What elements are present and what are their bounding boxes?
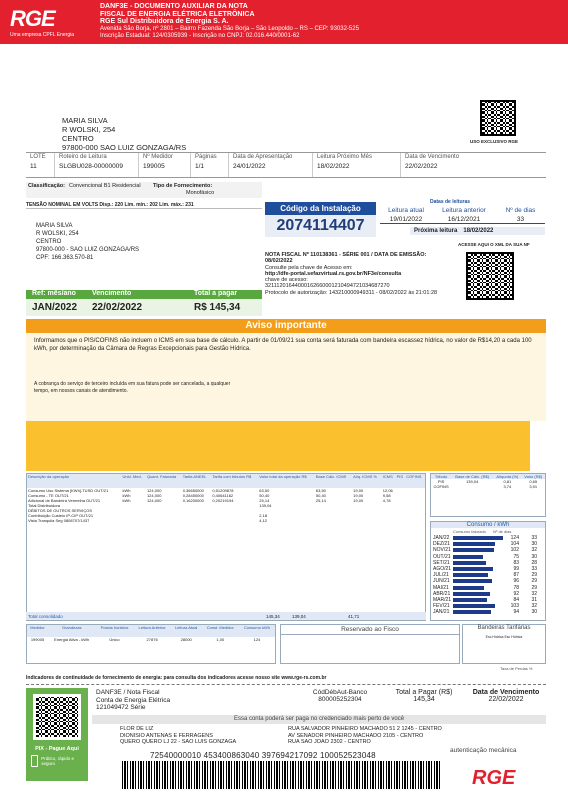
table-cell: 124,000 bbox=[146, 498, 162, 503]
continuity-text: Indicadores de continuidade de fornecimento de energia: para consulta dos indicadores acesse nosso site www.rge-rs.com.br bbox=[26, 675, 327, 681]
flags-box bbox=[462, 624, 546, 664]
consumption-bar bbox=[453, 561, 486, 565]
table-cell bbox=[146, 518, 182, 523]
agent-address: RUA SALVADOR PINHEIRO MACHADO 51 2 1245 - CENTRO bbox=[288, 726, 442, 732]
qr-code-icon bbox=[480, 100, 516, 136]
table-cell: 0,36650000 bbox=[182, 488, 204, 493]
customer-street: R WOLSKI, 254 bbox=[62, 125, 116, 134]
table-cell: 19,00 bbox=[353, 493, 364, 498]
notice-box bbox=[26, 333, 546, 421]
holder-district: CENTRO bbox=[36, 239, 62, 245]
info-label: Nº Medidor bbox=[143, 154, 173, 160]
pay-notice: Essa conta poderá ser paga no credenciado mais perto de você bbox=[92, 715, 546, 724]
kwh-value: 99 bbox=[513, 566, 519, 573]
items-header-cell: Alíq. ICMS % bbox=[353, 474, 377, 479]
consumption-bar bbox=[453, 604, 495, 608]
reading-days-value: 33 bbox=[516, 216, 525, 223]
logo-subtitle: Uma empresa CPFL Energia bbox=[10, 32, 75, 38]
info-cell bbox=[54, 153, 138, 177]
days-value: 32 bbox=[531, 603, 537, 610]
payment-header bbox=[26, 290, 262, 299]
meter-header-cell: Leitura Anterior bbox=[138, 625, 166, 630]
table-cell: 19,00 bbox=[353, 498, 364, 503]
table-cell: kWh bbox=[122, 493, 131, 498]
consumption-bar bbox=[453, 610, 491, 614]
info-cell bbox=[190, 153, 228, 177]
pix-info bbox=[31, 755, 83, 767]
nota-fiscal-info bbox=[265, 252, 460, 296]
ref-value: JAN/2022 bbox=[32, 302, 78, 313]
days-value: 33 bbox=[531, 566, 537, 573]
table-cell: 3,91 bbox=[529, 484, 538, 489]
tributes-header-cell: Valor (R$) bbox=[524, 474, 543, 479]
meter-header-cell: Const. Medidor bbox=[206, 625, 234, 630]
holder-street: R WOLSKI, 254 bbox=[36, 231, 79, 237]
info-value: 1/1 bbox=[195, 163, 205, 170]
table-cell: 63,50 bbox=[259, 488, 270, 493]
footer-serie: 121049472 Série bbox=[96, 704, 146, 711]
items-header-cell: COFINS bbox=[406, 474, 422, 479]
footer-due bbox=[466, 689, 546, 703]
list-item bbox=[120, 739, 520, 746]
table-cell: 63,50 bbox=[315, 488, 326, 493]
xml-qr-caption: ACESSE AQUI O XML DA SUA NF bbox=[458, 242, 530, 247]
reading-current-value: 19/01/2022 bbox=[389, 216, 423, 223]
consumption-list bbox=[431, 535, 545, 615]
payment-values bbox=[26, 299, 262, 316]
bar-track bbox=[453, 592, 505, 596]
consumption-headers bbox=[431, 528, 545, 535]
consumption-bar bbox=[453, 592, 490, 596]
table-cell bbox=[315, 518, 352, 523]
table-cell: 0,65 bbox=[529, 479, 538, 484]
items-header-cell: Base Cálc. ICMS bbox=[315, 474, 347, 479]
pix-panel bbox=[26, 688, 88, 781]
holder-cpf: CPF: 166.363.570-81 bbox=[36, 255, 94, 261]
next-reading bbox=[410, 227, 545, 235]
info-label: Data de Vencimento bbox=[405, 154, 460, 160]
table-cell: 9,58 bbox=[382, 493, 391, 498]
tributes-header-cell: Tributo bbox=[434, 474, 448, 479]
class-label: Classificação: bbox=[28, 183, 65, 189]
total-icms-base: 139,04 bbox=[292, 613, 306, 619]
reading-previous-value: 16/12/2021 bbox=[447, 216, 481, 223]
table-cell: DÉBITOS DE OUTROS SERVIÇOS bbox=[28, 508, 93, 513]
table-cell: 27876 bbox=[146, 637, 158, 642]
table-cell: 0,28450000 bbox=[182, 493, 204, 498]
table-cell bbox=[451, 484, 493, 489]
notice-title: Aviso importante bbox=[26, 319, 546, 333]
meter-header-cell: Leitura Atual bbox=[175, 625, 198, 630]
reading-days-label: Nº de dias bbox=[505, 207, 536, 214]
table-cell: kWh bbox=[122, 498, 131, 503]
nota-protocol: Protocolo de autorização: 143210000949311 - 08/02/2022 às 21:01:28 bbox=[265, 289, 438, 296]
notice-text-1: Informamos que o PIS/COFINS não incluem o ICMS em sua base de cálculo. A partir de 01/09/21 sua conta será faturada com bandeira escassez hídrica, no valor de R$14,20 a cada 100 kWh, por determinação da Câmara de Regras Excepcionais para Gestão Hídrica. bbox=[34, 338, 532, 352]
items-header-cell: Quant. Faturada bbox=[146, 474, 177, 479]
title-line-1: DANF3E - DOCUMENTO AUXILIAR DA NOTA bbox=[100, 3, 248, 10]
meter-header-cell: Postos horários bbox=[100, 625, 129, 630]
table-cell: COFINS bbox=[433, 484, 449, 489]
holder-info bbox=[36, 222, 139, 262]
nota-number: NOTA FISCAL Nº 110138361 - SÉRIE 001 / DATA DE EMISSÃO: bbox=[265, 252, 427, 258]
items-header-cell: Valor total da operação R$ bbox=[259, 474, 307, 479]
table-cell: 25,14 bbox=[315, 498, 326, 503]
company-address: Avenida São Borja, nº 2801 – Bairro Fazenda São Borja – São Leopoldo – RS – CEP: 93032-525 bbox=[100, 25, 359, 32]
info-label: Data de Apresentação bbox=[233, 154, 293, 160]
footer-danf bbox=[96, 689, 170, 712]
table-cell: 50,40 bbox=[315, 493, 326, 498]
readings-headers bbox=[380, 207, 545, 214]
table-cell: Vista Tranquila Seg 0808707/1437 bbox=[28, 518, 90, 523]
kwh-value: 75 bbox=[513, 553, 519, 560]
meter-header-cell: Grandezas bbox=[61, 625, 82, 630]
table-cell: 124,000 bbox=[146, 493, 162, 498]
table-cell: Consumo Uso Sistema [KWh]-TUSD OUT/21 bbox=[28, 488, 109, 493]
nota-consult-label: Consulte pela chave de Acesso em: bbox=[265, 264, 353, 271]
next-reading-value: 18/02/2022 bbox=[463, 228, 494, 234]
agent-address: RUA SAO JOAO 2302 - CENTRO bbox=[288, 739, 371, 745]
consumption-bar bbox=[453, 579, 492, 583]
month-label: NOV/21 bbox=[433, 547, 451, 554]
consumption-col-days: Nº de dias bbox=[493, 529, 512, 534]
table-cell: 1,00 bbox=[216, 637, 225, 642]
billing-info-row bbox=[26, 152, 546, 178]
kwh-value: 78 bbox=[513, 584, 519, 591]
table-cell: 199005 bbox=[30, 637, 45, 642]
month-label: JAN/21 bbox=[433, 609, 450, 616]
items-header-cell: Descrição da operação bbox=[28, 474, 70, 479]
class-value: Convencional B1 Residencial bbox=[69, 183, 141, 189]
tributes-header-cell: Alíquota (%) bbox=[496, 474, 519, 479]
table-cell: Contribuição Custeio IP-CIP OUT/21 bbox=[28, 513, 94, 518]
customer-district: CENTRO bbox=[62, 134, 94, 143]
customer-name: MARIA SILVA bbox=[62, 116, 108, 125]
installation-code: 2074114407 bbox=[265, 215, 376, 237]
consumption-bar bbox=[453, 598, 487, 602]
table-cell: 0,16200000 bbox=[182, 498, 204, 503]
total-label: Total a pagar bbox=[194, 290, 238, 297]
items-table bbox=[27, 474, 425, 523]
table-cell: Adicional de Bandeira Vermelha OUT/21 bbox=[28, 498, 101, 503]
supply-label: Tipo de Fornecimento: bbox=[153, 183, 213, 189]
table-cell: 28000 bbox=[180, 637, 192, 642]
items-header-cell: Tarifa com tributos R$ bbox=[212, 474, 252, 479]
pix-qr-code-icon[interactable] bbox=[33, 694, 81, 740]
company-name: RGE Sul Distribuidora de Energia S. A. bbox=[100, 18, 229, 25]
consumption-col-left: Consumo faturado bbox=[453, 529, 486, 534]
document-title bbox=[100, 3, 359, 41]
bar-track bbox=[453, 579, 505, 583]
total-icms: 41,71 bbox=[348, 613, 360, 619]
list-item bbox=[431, 609, 545, 615]
installation-label: Código da Instalação bbox=[265, 202, 376, 215]
month-label: AGO/21 bbox=[433, 566, 452, 573]
cod-label: CódDébAut-Banco bbox=[312, 689, 368, 696]
info-label: Roteiro de Leitura bbox=[59, 154, 107, 160]
table-cell: 4,12 bbox=[259, 518, 268, 523]
month-label: MAR/21 bbox=[433, 596, 452, 603]
info-cell bbox=[228, 153, 312, 177]
meter-header-cell: Consumo kWh bbox=[243, 625, 271, 630]
customer-address bbox=[62, 116, 186, 152]
bar-track bbox=[453, 548, 505, 552]
table-cell: 124,000 bbox=[146, 488, 162, 493]
table-row bbox=[27, 518, 425, 523]
barcode-number: 72540000010 453400863040 397694217092 100052523048 bbox=[150, 751, 376, 760]
table-cell: 0,20219194 bbox=[212, 498, 234, 503]
table-cell: 0,51209878 bbox=[212, 488, 234, 493]
kwh-value: 103 bbox=[510, 603, 519, 610]
days-value: 32 bbox=[531, 547, 537, 554]
table-cell: PIS bbox=[437, 479, 445, 484]
table-cell bbox=[121, 518, 146, 523]
info-value: 22/02/2022 bbox=[405, 163, 438, 170]
info-value: 18/02/2022 bbox=[317, 163, 350, 170]
consumption-bar bbox=[453, 542, 495, 546]
tributes-table bbox=[431, 474, 545, 489]
agent-name: DIONISIO ANTENAS E FERRAGENS bbox=[120, 732, 213, 739]
info-value: 199005 bbox=[143, 163, 165, 170]
table-cell: 0,40641162 bbox=[212, 493, 234, 498]
cut-line bbox=[26, 684, 546, 685]
header-bar bbox=[0, 0, 568, 44]
days-value: 32 bbox=[531, 590, 537, 597]
days-value: 31 bbox=[531, 596, 537, 603]
month-label: OUT/21 bbox=[433, 553, 451, 560]
bar-track bbox=[453, 542, 505, 546]
consumption-title: Consumo / kWh bbox=[431, 522, 545, 528]
month-label: FEV/21 bbox=[433, 603, 450, 610]
holder-name: MARIA SILVA bbox=[36, 223, 73, 229]
month-label: JAN/22 bbox=[433, 535, 450, 542]
table-cell: Energia Ativa - kWh bbox=[54, 637, 90, 642]
month-label: JUL/21 bbox=[433, 572, 449, 579]
table-cell: 124 bbox=[253, 637, 261, 642]
table-cell bbox=[182, 518, 212, 523]
footer-total-label: Total a Pagar (R$) bbox=[395, 689, 453, 696]
info-value: SLGBU028-00000009 bbox=[59, 163, 123, 170]
month-label: MAI/21 bbox=[433, 584, 449, 591]
reading-previous-label: Leitura anterior bbox=[442, 207, 486, 214]
fisco-label: Reservado ao Fisco bbox=[281, 625, 459, 635]
agents-list bbox=[120, 726, 520, 746]
total-value: R$ 145,34 bbox=[194, 302, 241, 313]
items-header-cell: Unid. Med. bbox=[122, 474, 142, 479]
holder-city: 97800-000 - SAO LUIZ GONZAGA/RS bbox=[36, 247, 140, 253]
consumption-bar bbox=[453, 567, 493, 571]
tributes-header-cell: Base de Cálc. (R$) bbox=[455, 474, 490, 479]
footer-due-value: 22/02/2022 bbox=[488, 696, 524, 703]
meter-box bbox=[26, 624, 276, 664]
ref-label: Ref: mês/ano bbox=[32, 290, 76, 297]
agent-name: FLOR DE LIZ bbox=[120, 726, 154, 732]
info-label: Páginas bbox=[195, 154, 217, 160]
total-consolidated-row bbox=[26, 612, 426, 620]
month-label: SET/21 bbox=[433, 559, 450, 566]
info-cell bbox=[26, 153, 54, 177]
title-line-2: FISCAL DE ENERGIA ELÉTRICA ELETRÔNICA bbox=[100, 10, 255, 18]
total-consolidated-label: Total consolidado bbox=[28, 613, 63, 619]
kwh-value: 124 bbox=[510, 535, 519, 542]
cod-value: 800005252304 bbox=[318, 696, 362, 703]
bar-track bbox=[453, 586, 505, 590]
table-cell: 139,04 bbox=[259, 503, 272, 508]
xml-qr-code-icon bbox=[466, 252, 514, 300]
info-label: Leitura Próximo Mês bbox=[317, 154, 373, 160]
kwh-value: 84 bbox=[513, 596, 519, 603]
table-cell bbox=[396, 518, 406, 523]
consumption-bar bbox=[453, 548, 494, 552]
notice-text-2: A cobrança do serviço de terceiro incluída em sua fatura pode ser cancelada, a qualquer tempo, em nossos canais de atendimento. bbox=[34, 381, 231, 394]
rge-logo: RGE bbox=[10, 6, 55, 31]
footer-cod bbox=[300, 689, 380, 703]
nota-consult-url[interactable]: http://dfe-portal.sefazvirtual.rs.gov.br/NF3e/consulta bbox=[265, 270, 402, 277]
next-reading-label: Próxima leitura bbox=[414, 228, 458, 234]
pix-text: Prático, rápido e seguro bbox=[41, 756, 75, 766]
kwh-value: 87 bbox=[513, 572, 519, 579]
barcode-icon bbox=[122, 761, 442, 789]
items-header-cell: Tarifa ANEEL bbox=[182, 474, 207, 479]
items-header-row bbox=[27, 474, 425, 488]
nota-date: 08/02/2022 bbox=[265, 258, 293, 265]
footer-due-label: Data de Vencimento bbox=[472, 689, 540, 696]
bar-track bbox=[453, 573, 505, 577]
info-cell bbox=[400, 153, 546, 177]
readings-values bbox=[380, 216, 545, 224]
table-cell: 25,14 bbox=[259, 498, 270, 503]
kwh-value: 104 bbox=[510, 541, 519, 548]
bar-track bbox=[453, 610, 505, 614]
table-row bbox=[431, 484, 545, 489]
flags-value: Esc Hídrica Esc Hídrica bbox=[485, 635, 523, 639]
table-cell: 3,74 bbox=[503, 484, 512, 489]
consumption-bar bbox=[453, 586, 484, 590]
table-cell bbox=[352, 518, 382, 523]
days-value: 29 bbox=[531, 584, 537, 591]
info-cell bbox=[312, 153, 400, 177]
consumption-bar bbox=[453, 573, 488, 577]
table-cell bbox=[382, 518, 396, 523]
reading-current-label: Leitura atual bbox=[388, 207, 424, 214]
month-label: JUN/21 bbox=[433, 578, 450, 585]
table-cell: kWh bbox=[122, 488, 131, 493]
table-cell bbox=[211, 518, 258, 523]
due-label: Vencimento bbox=[92, 290, 132, 297]
table-cell: Único bbox=[109, 637, 120, 642]
bar-track bbox=[453, 536, 505, 540]
consumption-box bbox=[430, 521, 546, 621]
agent-name: QUERO QUERO LJ 22 - SAO LUIS GONZAGA bbox=[120, 739, 237, 745]
pix-title: PIX - Pague Aqui bbox=[35, 746, 79, 752]
days-value: 33 bbox=[531, 535, 537, 542]
bar-track bbox=[453, 555, 505, 559]
days-value: 30 bbox=[531, 553, 537, 560]
consumption-bar bbox=[453, 555, 483, 559]
qr-caption: USO EXCLUSIVO RGE bbox=[470, 139, 519, 144]
kwh-value: 83 bbox=[513, 559, 519, 566]
loss-label: Taxa de Perdas % bbox=[500, 666, 533, 671]
voltage-line: TENSÃO NOMINAL EM VOLTS Disp.: 220 Lim. mín.: 202 Lim. máx.: 231 bbox=[26, 202, 262, 209]
table-cell: 139,04 bbox=[466, 479, 479, 484]
meter-table bbox=[27, 625, 275, 642]
bar-track bbox=[453, 561, 505, 565]
footer-danf-title: DANF3E / Nota Fiscal bbox=[96, 689, 160, 696]
kwh-value: 94 bbox=[513, 609, 519, 616]
supply-value: Monofásico bbox=[186, 190, 215, 196]
consumption-bar bbox=[453, 536, 503, 540]
table-cell: Consumo - TE OUT/21 bbox=[28, 493, 69, 498]
auth-label: autenticação mecânica bbox=[450, 747, 517, 754]
tributes-box bbox=[430, 473, 546, 517]
table-cell: 12,06 bbox=[382, 488, 393, 493]
customer-city: 97800-000 SAO LUIZ GONZAGA/RS bbox=[62, 143, 187, 152]
info-label: LOTE bbox=[30, 154, 46, 160]
total-operation: 145,34 bbox=[266, 613, 280, 619]
month-label: ABR/21 bbox=[433, 590, 451, 597]
info-cell bbox=[138, 153, 190, 177]
days-value: 30 bbox=[531, 541, 537, 548]
table-cell: Total Distribuidora bbox=[28, 503, 61, 508]
footer-total-value: 145,34 bbox=[413, 696, 435, 703]
nota-key-label: chave de acesso: bbox=[265, 277, 308, 284]
days-value: 30 bbox=[531, 609, 537, 616]
info-value: 11 bbox=[30, 163, 37, 170]
notice-yellow-band bbox=[26, 421, 530, 471]
agent-address: AV SENADOR PINHEIRO MACHADO 2105 - CENTRO bbox=[288, 732, 424, 739]
kwh-value: 96 bbox=[513, 578, 519, 585]
bar-track bbox=[453, 567, 505, 571]
footer-total bbox=[384, 689, 464, 703]
bar-track bbox=[453, 598, 505, 602]
table-cell: 50,40 bbox=[259, 493, 270, 498]
items-header-cell: PIS bbox=[396, 474, 404, 479]
days-value: 29 bbox=[531, 572, 537, 579]
flags-title: Bandeiras Tarifárias bbox=[477, 625, 531, 631]
bar-track bbox=[453, 604, 505, 608]
items-table-box bbox=[26, 473, 426, 621]
meter-header-row bbox=[27, 625, 275, 637]
phone-icon bbox=[31, 755, 38, 767]
days-value: 29 bbox=[531, 578, 537, 585]
meter-header-cell: Medidor bbox=[30, 625, 45, 630]
items-header-cell: ICMS bbox=[382, 474, 393, 479]
fisco-box bbox=[280, 624, 460, 664]
table-cell bbox=[405, 518, 425, 523]
table-row bbox=[27, 637, 275, 642]
company-ids: Inscrição Estadual: 124/0305939 - Inscrição no CNPJ: 02.016.440/0001-62 bbox=[100, 33, 300, 39]
info-value: 24/01/2022 bbox=[233, 163, 266, 170]
kwh-value: 102 bbox=[510, 547, 519, 554]
table-cell: 0,81 bbox=[503, 479, 512, 484]
due-value: 22/02/2022 bbox=[92, 302, 143, 313]
kwh-value: 92 bbox=[513, 590, 519, 597]
nota-key-value: 32111201644000162660001210494721034687270 bbox=[265, 283, 390, 290]
readings-title: Datas de leituras bbox=[430, 199, 471, 205]
days-value: 28 bbox=[531, 559, 537, 566]
table-cell: 4,78 bbox=[382, 498, 391, 503]
table-cell: 2,18 bbox=[259, 513, 268, 518]
footer-conta: Conta de Energia Elétrica bbox=[96, 696, 171, 704]
table-cell: 19,00 bbox=[353, 488, 364, 493]
classification-box bbox=[26, 182, 262, 198]
footer-rge-logo: RGE bbox=[472, 767, 516, 789]
month-label: DEZ/21 bbox=[433, 541, 450, 548]
